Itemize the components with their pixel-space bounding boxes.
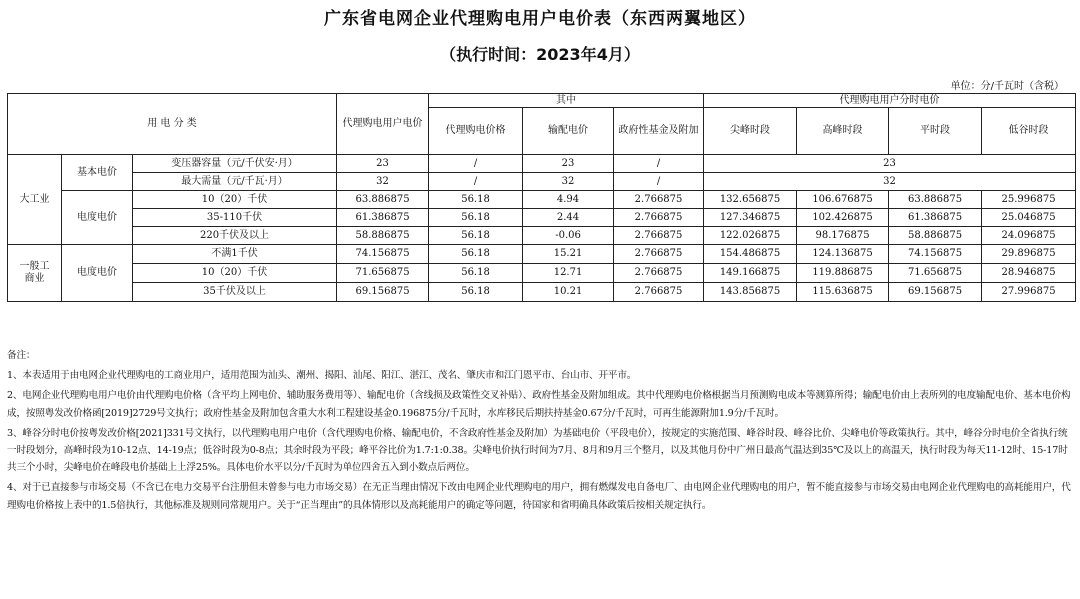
tou-merged-cell: 32	[704, 173, 1076, 191]
transmission-cell: 4.94	[523, 191, 614, 209]
sharp-cell: 132.656875	[704, 191, 797, 209]
general-name-line1: 一般工	[19, 261, 50, 272]
peak-header: 高峰时段	[797, 108, 889, 155]
fund-cell: 2.766875	[614, 227, 704, 245]
peak-cell: 98.176875	[797, 227, 889, 245]
energy-price-label: 电度电价	[62, 245, 133, 302]
flat-cell: 58.886875	[889, 227, 982, 245]
row-label: 不满1千伏	[133, 245, 337, 264]
note-item: 1、本表适用于由电网企业代理购电的工商业用户，适用范围为汕头、潮州、揭阳、汕尾、阳江、湛江、茂名、肇庆市和江门恩平市、台山市、开平市。	[7, 370, 637, 382]
proxy-cell: 56.18	[429, 264, 523, 283]
fund-cell: 2.766875	[614, 283, 704, 302]
total-cell: 69.156875	[337, 283, 429, 302]
large-industry-category: 大工业	[8, 155, 62, 245]
note-item: 2、电网企业代理购电用户电价由代理购电价格（含平均上网电价、辅助服务费用等）、输配电价（含线损及政策性交叉补贴）、政府性基金及附加组成。其中代理购电价格根据当月预测购电成本等测算所得；输配电价由上表所列的电度输配电价、基本电价构成，按照粤发改价格函[2019]2729号文执行；政府性基金及附加包含重大水利工程建设基金0.196875分/千瓦时，水库移民后期扶持基金0.67分/千瓦时，可再生能源附加1.9分/千瓦时。	[7, 390, 1071, 419]
sharp-cell: 122.026875	[704, 227, 797, 245]
table-row	[8, 191, 1076, 209]
category-header: 用 电 分 类	[8, 94, 337, 155]
total-cell: 23	[337, 155, 429, 173]
flat-cell: 69.156875	[889, 283, 982, 302]
peak-cell: 124.136875	[797, 245, 889, 264]
flat-header: 平时段	[889, 108, 982, 155]
general-name-line2: 商业	[24, 273, 45, 284]
fund-cell: /	[614, 173, 704, 191]
valley-cell: 25.996875	[982, 191, 1076, 209]
peak-cell: 119.886875	[797, 264, 889, 283]
row-label: 35-110千伏	[133, 209, 337, 227]
transmission-cell: -0.06	[523, 227, 614, 245]
valley-header: 低谷时段	[982, 108, 1076, 155]
total-cell: 63.886875	[337, 191, 429, 209]
tou-merged-cell: 23	[704, 155, 1076, 173]
proxy-cell: 56.18	[429, 283, 523, 302]
page-title: 广东省电网企业代理购电用户电价表（东西两翼地区）	[324, 9, 756, 29]
components-group-header: 其中	[429, 94, 704, 108]
transmission-price-header: 输配电价	[523, 108, 614, 155]
sharp-cell: 154.486875	[704, 245, 797, 264]
valley-cell: 27.996875	[982, 283, 1076, 302]
notes-section	[7, 347, 1073, 514]
table-row	[8, 173, 1076, 191]
flat-cell: 71.656875	[889, 264, 982, 283]
table-row	[8, 283, 1076, 302]
row-label: 最大需量（元/千瓦·月）	[133, 173, 337, 191]
table-row	[8, 209, 1076, 227]
total-cell: 74.156875	[337, 245, 429, 264]
fund-cell: 2.766875	[614, 191, 704, 209]
unit-label: 单位：分/千瓦时（含税）	[950, 81, 1064, 92]
execution-date-subtitle: （执行时间：2023年4月）	[440, 45, 640, 64]
row-label: 35千伏及以上	[133, 283, 337, 302]
flat-cell: 63.886875	[889, 191, 982, 209]
flat-cell: 74.156875	[889, 245, 982, 264]
government-fund-header: 政府性基金及附加	[614, 108, 704, 155]
transmission-cell: 23	[523, 155, 614, 173]
note-item: 4、对于已直接参与市场交易（不含已在电力交易平台注册但未曾参与电力市场交易）在无正当理由情况下改由电网企业代理购电的用户，拥有燃煤发电自备电厂、由电网企业代理购电的用户，暂不能直接参与市场交易由电网企业代理购电的高耗能用户，代理购电价格按上表中的1.5倍执行，其他标准及规则同常规用户。关于“正当理由”的具体情形以及高耗能用户的确定等问题，待国家和省明确具体政策后按相关规定执行。	[7, 482, 1071, 511]
valley-cell: 29.896875	[982, 245, 1076, 264]
general-commerce-category	[8, 245, 62, 302]
table-row	[8, 155, 1076, 173]
notes-heading: 备注：	[7, 350, 36, 361]
peak-cell: 106.676875	[797, 191, 889, 209]
basic-price-label: 基本电价	[62, 155, 133, 191]
table-row	[8, 264, 1076, 283]
row-label: 10（20）千伏	[133, 191, 337, 209]
valley-cell: 25.046875	[982, 209, 1076, 227]
sharp-cell: 143.856875	[704, 283, 797, 302]
proxy-cell: 56.18	[429, 209, 523, 227]
tariff-table	[7, 93, 1076, 302]
row-label: 10（20）千伏	[133, 264, 337, 283]
total-cell: 71.656875	[337, 264, 429, 283]
sharp-cell: 127.346875	[704, 209, 797, 227]
total-cell: 61.386875	[337, 209, 429, 227]
transmission-cell: 2.44	[523, 209, 614, 227]
table-row	[8, 227, 1076, 245]
total-price-header: 代理购电用户电价	[337, 94, 429, 155]
valley-cell: 24.096875	[982, 227, 1076, 245]
proxy-cell: 56.18	[429, 245, 523, 264]
proxy-cell: 56.18	[429, 191, 523, 209]
proxy-cell: 56.18	[429, 227, 523, 245]
proxy-cell: /	[429, 155, 523, 173]
transmission-cell: 15.21	[523, 245, 614, 264]
tou-group-header: 代理购电用户分时电价	[704, 94, 1076, 108]
transmission-cell: 12.71	[523, 264, 614, 283]
fund-cell: 2.766875	[614, 209, 704, 227]
row-label: 220千伏及以上	[133, 227, 337, 245]
valley-cell: 28.946875	[982, 264, 1076, 283]
row-label: 变压器容量（元/千伏安·月）	[133, 155, 337, 173]
note-item: 3、峰谷分时电价按粤发改价格[2021]331号文执行，以代理购电用户电价（含代理购电价格、输配电价，不含政府性基金及附加）为基础电价（平段电价），按规定的实施范围、峰谷时段、峰谷比价、尖峰电价等政策执行。其中，峰谷分时电价全省执行统一时段划分，高峰时段为10-12点、14-19点；低谷时段为0-8点；其余时段为平段；峰平谷比价为1.7:1:0.38。尖峰电价执行时间为7月、8月和9月三个整月，以及其他月份中广州日最高气温达到35℃及以上的高温天，执行时段为每天11-12时、15-17时共三个小时，尖峰电价在峰段电价基础上上浮25%。具体电价水平以分/千瓦时为单位四舍五入到小数点后两位。	[7, 427, 1068, 474]
proxy-cell: /	[429, 173, 523, 191]
transmission-cell: 10.21	[523, 283, 614, 302]
total-cell: 32	[337, 173, 429, 191]
table-header-row	[8, 94, 1076, 108]
peak-cell: 102.426875	[797, 209, 889, 227]
transmission-cell: 32	[523, 173, 614, 191]
fund-cell: 2.766875	[614, 245, 704, 264]
table-row	[8, 245, 1076, 264]
flat-cell: 61.386875	[889, 209, 982, 227]
energy-price-label: 电度电价	[62, 191, 133, 245]
total-cell: 58.886875	[337, 227, 429, 245]
sharp-cell: 149.166875	[704, 264, 797, 283]
fund-cell: 2.766875	[614, 264, 704, 283]
peak-cell: 115.636875	[797, 283, 889, 302]
proxy-price-header: 代理购电价格	[429, 108, 523, 155]
sharp-peak-header: 尖峰时段	[704, 108, 797, 155]
fund-cell: /	[614, 155, 704, 173]
